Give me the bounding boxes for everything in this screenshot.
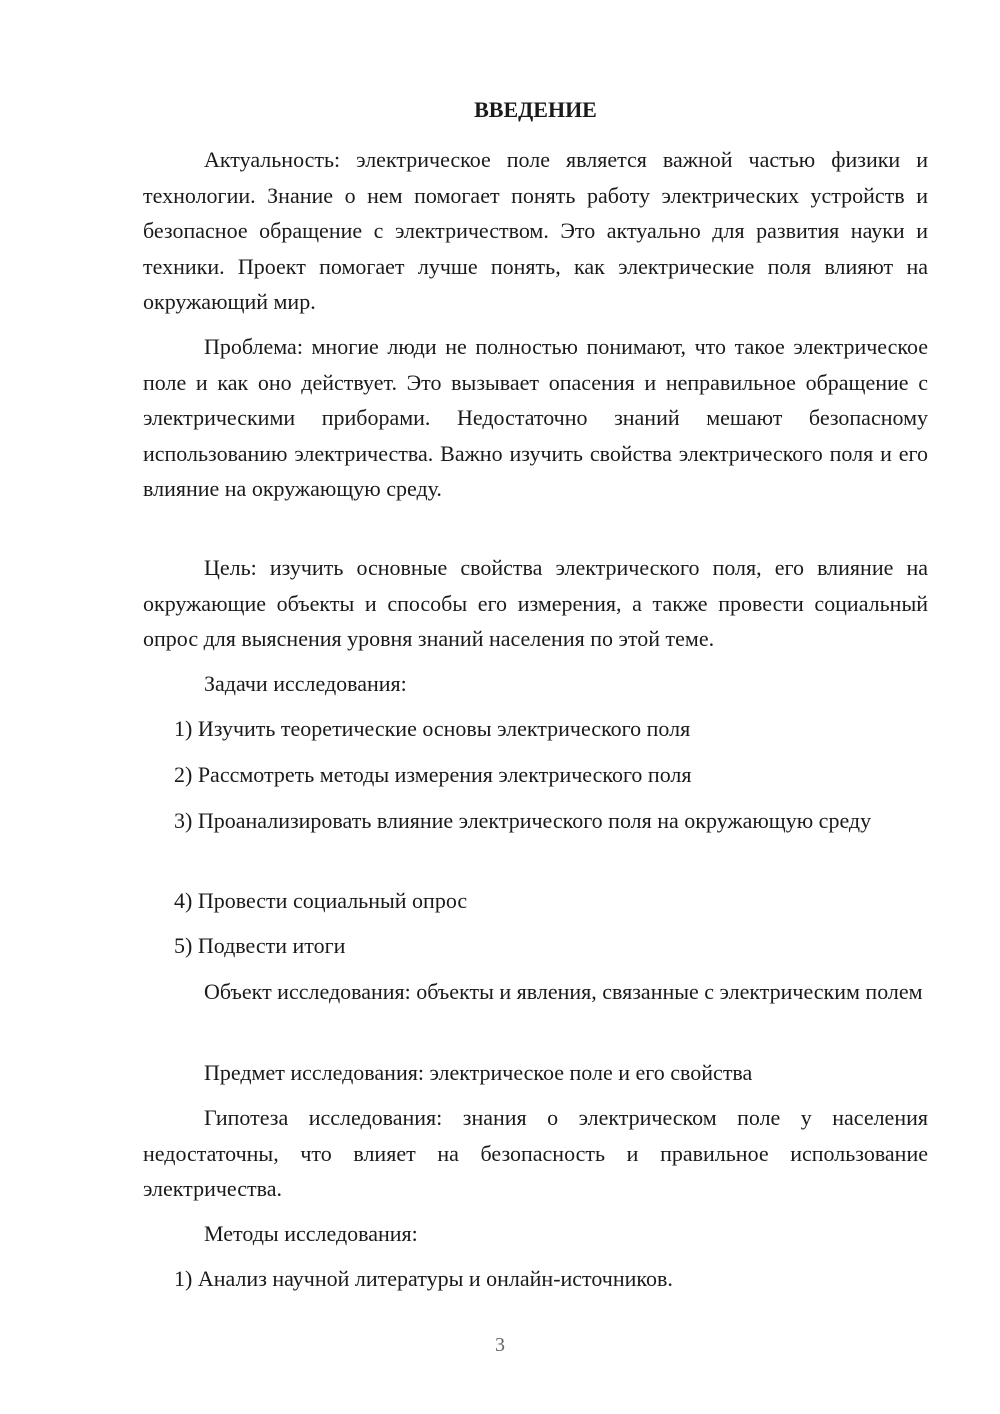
paragraph-problem: Проблема: многие люди не полностью понимают, что такое электрическое поле и как оно действует. Это вызывает опасения и неправильное обращение с электрическими приборами. Недостаточно знаний мешают безопасному использованию электричества. Важно изучить свойства электрического поля и его влияние на окружающую среду. <box>143 334 928 501</box>
task-item-5: 5) Подвести итоги <box>174 933 346 958</box>
task-item-4: 4) Провести социальный опрос <box>174 888 468 913</box>
page-title: ВВЕДЕНИЕ <box>474 97 597 122</box>
paragraph-relevance: Актуальность: электрическое поле является важной частью физики и технологии. Знание о нем помогает понять работу электрических устройств и безопасное обращение с электричеством. Это актуально для развития науки и техники. Проект помогает лучше понять, как электрические поля влияют на окружающий мир. <box>143 147 928 314</box>
paragraph-object: Объект исследования: объекты и явления, связанные с электрическим полем <box>204 979 923 1004</box>
paragraph-goal: Цель: изучить основные свойства электрического поля, его влияние на окружающие объекты и способы его измерения, а также провести социальный опрос для выяснения уровня знаний населения по этой теме. <box>143 555 928 651</box>
paragraph-hypothesis: Гипотеза исследования: знания о электрическом поле у населения недостаточны, что влияет на безопасность и правильное использование электричества. <box>143 1105 928 1201</box>
task-item-1: 1) Изучить теоретические основы электрического поля <box>174 716 691 741</box>
method-item-1: 1) Анализ научной литературы и онлайн-источников. <box>174 1266 673 1291</box>
task-item-3: 3) Проанализировать влияние электрического поля на окружающую среду <box>174 808 872 833</box>
tasks-heading: Задачи исследования: <box>204 671 407 696</box>
page-number: 3 <box>495 1334 505 1356</box>
task-item-2: 2) Рассмотреть методы измерения электрического поля <box>174 762 692 787</box>
paragraph-subject: Предмет исследования: электрическое поле и его свойства <box>204 1060 753 1085</box>
methods-heading: Методы исследования: <box>204 1221 418 1246</box>
